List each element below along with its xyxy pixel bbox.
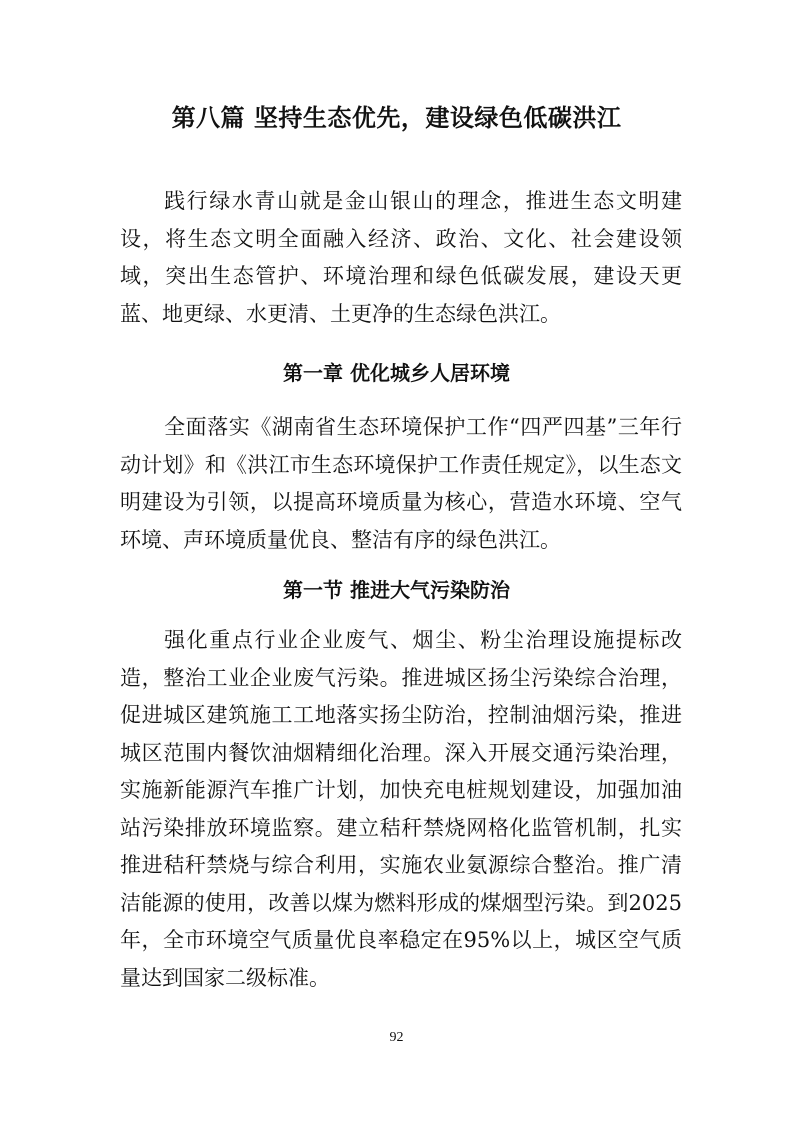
section-paragraph: 强化重点行业企业废气、烟尘、粉尘治理设施提标改造，整治工业企业废气污染。推进城区扬尘污染综合治理，促进城区建筑施工工地落实扬尘防治，控制油烟污染，推进城区范围内餐饮油烟精细化治理。深入开展交通污染治理，实施新能源汽车推广计划，加快充电桩规划建设，加强加油站污染排放环境监察。建立秸秆禁烧网格化监管机制，扎实推进秸秆禁烧与综合利用，实施农业氨源综合整治。推广清洁能源的使用，改善以煤为燃料形成的煤烟型污染。到2025年，全市环境空气质量优良率稳定在95%以上，城区空气质量达到国家二级标准。 [120,628,682,990]
intro-paragraph: 践行绿水青山就是金山银山的理念，推进生态文明建设，将生态文明全面融入经济、政治、文化、社会建设领域，突出生态管护、环境治理和绿色低碳发展，建设天更蓝、地更绿、水更清、土更净的生态绿色洪江。 [120,189,682,326]
part-title: 第八篇 坚持生态优先，建设绿色低碳洪江 [171,104,622,132]
chapter-paragraph: 全面落实《湖南省生态环境保护工作“四严四基”三年行动计划》和《洪江市生态环境保护工作责任规定》，以生态文明建设为引领，以提高环境质量为核心，营造水环境、空气环境、声环境质量优良、整洁有序的绿色洪江。 [120,415,682,552]
chapter-heading: 第一章 优化城乡人居环境 [283,361,510,385]
section-heading: 第一节 推进大气污染防治 [283,578,510,602]
page-number: 92 [389,1030,404,1045]
